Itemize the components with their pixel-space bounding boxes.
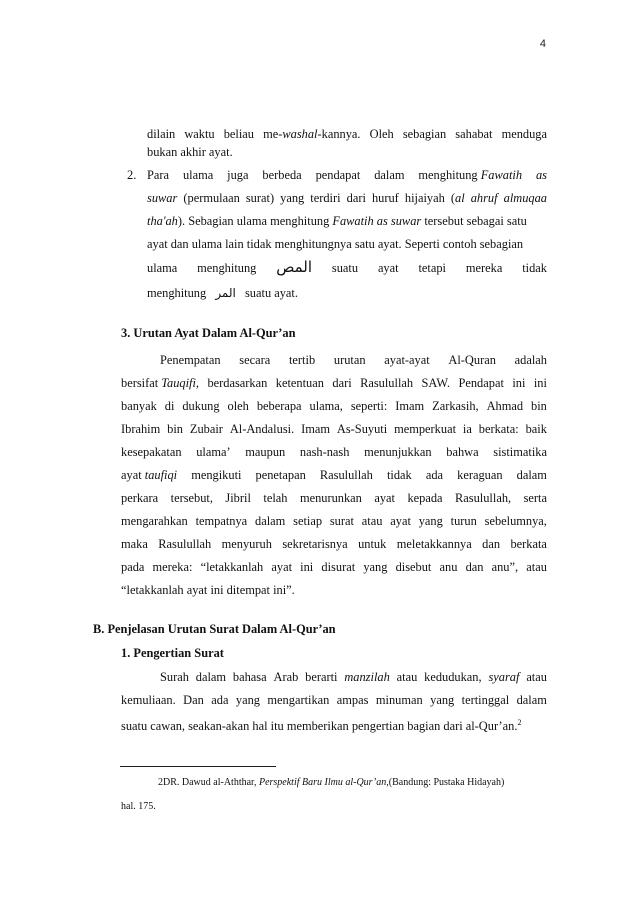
body-line: Para ulama juga berbeda pendapat dalam menghitung Fawatih as — [147, 168, 547, 182]
body-line: dilain waktu beliau me-washal-kannya. Oleh sebagian sahabat menduga — [147, 127, 547, 141]
body-line: suatu cawan, seakan-akan hal itu memberikan pengertian bagian dari al-Qur’an.$^2$ — [121, 718, 522, 734]
page-number: 4 — [539, 38, 546, 50]
body-line: perkara tersebut, Jibril telah menurunkan ayat kepada Rasulullah, serta — [121, 491, 547, 505]
body-line: suwar (permulaan surat) yang terdiri dari huruf hijaiyah (al ahruf almuqaa — [147, 191, 547, 205]
body-line: menghitung المر suatu ayat. — [147, 286, 298, 300]
list-number: 2. — [127, 168, 137, 182]
body-line: mengarahkan tempatnya dalam setiap surat atau ayat yang turun sebelumnya, — [121, 514, 547, 528]
body-line: “letakkanlah ayat ini ditempat ini”. — [121, 583, 295, 597]
arabic-text: المص — [276, 258, 313, 276]
footnote-rule — [120, 766, 276, 767]
body-line: bersifat Tauqifi, berdasarkan ketentuan dari Rasulullah SAW. Pendapat ini ini — [121, 376, 547, 390]
body-line: kesepakatan ulama’ maupun nash-nash menunjukkan bahwa sistimatika — [121, 445, 547, 459]
footnote-text: hal. 175. — [121, 801, 156, 812]
section-heading: 3. Urutan Ayat Dalam Al-Qur’an — [121, 326, 296, 340]
body-line: banyak di dukung oleh beberapa ulama, seperti: Imam Zarkasih, Ahmad bin — [121, 399, 547, 413]
body-line: tha'ah). Sebagian ulama menghitung Fawatih as suwar tersebut sebagai satu — [147, 214, 527, 228]
body-line: bukan akhir ayat. — [147, 145, 233, 159]
body-line: maka Rasulullah menyuruh sekretarisnya untuk meletakkannya dan berkata — [121, 537, 547, 551]
body-line: Ibrahim bin Zubair Al-Andalusi. Imam As-Suyuti memperkuat ia berkata: baik — [121, 422, 547, 436]
body-line: Penempatan secara tertib urutan ayat-ayat Al-Quran adalah — [160, 353, 547, 367]
section-heading: B. Penjelasan Urutan Surat Dalam Al-Qur’an — [93, 622, 336, 636]
body-line: ayat dan ulama lain tidak menghitungnya satu ayat. Seperti contoh sebagian — [147, 237, 524, 251]
body-line: Surah dalam bahasa Arab berarti manzilah atau kedudukan, syaraf atau — [160, 670, 547, 684]
footnote-ref[interactable]: 2 — [517, 718, 522, 727]
body-line: kemuliaan. Dan ada yang mengartikan ampas minuman yang tertinggal dalam — [121, 693, 547, 707]
body-line: ayat taufiqi mengikuti penetapan Rasulullah tidak ada keraguan dalam — [121, 468, 547, 482]
subsection-heading: 1. Pengertian Surat — [121, 646, 224, 660]
footnote-text: 2DR. Dawud al-Aththar, Perspektif Baru Ilmu al-Qur’an,(Bandung: Pustaka Hidayah) — [158, 777, 505, 788]
body-line: ulama menghitung المص suatu ayat tetapi mereka tidak — [147, 258, 547, 276]
arabic-text: المر — [215, 286, 236, 300]
body-line: pada mereka: “letakkanlah ayat ini disurat yang disebut anu dan anu”, atau — [121, 560, 547, 574]
